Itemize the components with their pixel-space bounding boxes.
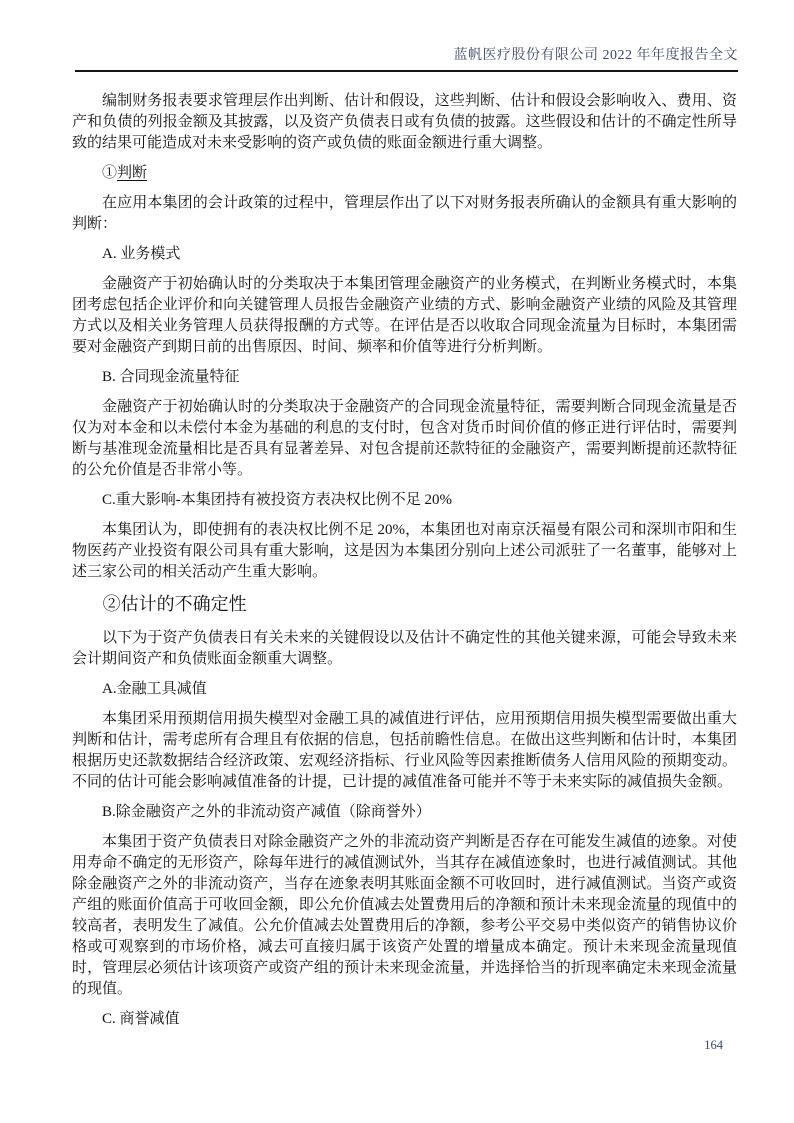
- body-paragraph-estimates-intro: 编制财务报表要求管理层作出判断、估计和假设，这些判断、估计和假设会影响收入、费用、资产和负债的列报金额及其披露，以及资产负债表日或有负债的披露。这些假设和估计的不确定性所导致的结果可能造成对未来受影响的资产或负债的账面金额进行重大调整。: [72, 93, 737, 151]
- body-paragraph-significant-influence: 本集团认为，即使拥有的表决权比例不足 20%，本集团也对南京沃福曼有限公司和深圳市阳和生物医药产业投资有限公司具有重大影响，这是因为本集团分别向上述公司派驻了一名董事，能够对上述三家公司的相关活动产生重大影响。: [72, 522, 737, 580]
- subheading-goodwill-impairment: C. 商誉减值: [102, 1011, 180, 1027]
- section-heading-judgement: [72, 163, 737, 184]
- page-number: 164: [704, 1038, 723, 1052]
- subheading-contract-cash-flow: B. 合同现金流量特征: [102, 369, 240, 385]
- subheading-noncurrent-asset-impairment: B.除金融资产之外的非流动资产减值（除商誉外）: [102, 804, 431, 820]
- section-heading-estimation-uncertainty-label: 估计的不确定性: [120, 594, 247, 614]
- section-heading-estimation-uncertainty-number: ②: [102, 594, 121, 614]
- body-paragraph-noncurrent-asset-impairment: 本集团于资产负债表日对除金融资产之外的非流动资产判断是否存在可能发生减值的迹象。对使用寿命不确定的无形资产，除每年进行的减值测试外，当其存在减值迹象时，也进行减值测试。其他除金融资产之外的非流动资产，当存在迹象表明其账面金额不可收回时，进行减值测试。当资产或资产组的账面价值高于可收回金额，即公允价值减去处置费用后的净额和预计未来现金流量的现值中的较高者，表明发生了减值。公允价值减去处置费用后的净额，参考公平交易中类似资产的销售协议价格或可观察到的市场价格，减去可直接归属于该资产处置的增量成本确定。预计未来现金流量现值时，管理层必须估计该项资产或资产组的预计未来现金流量，并选择恰当的折现率确定未来现金流量的现值。: [72, 834, 737, 997]
- section-heading-estimation-uncertainty: [72, 592, 737, 617]
- subheading-significant-influence: C.重大影响-本集团持有被投资方表决权比例不足 20%: [102, 492, 452, 508]
- body-paragraph-accounting-policy: 在应用本集团的会计政策的过程中，管理层作出了以下对财务报表所确认的金额具有重大影响的判断：: [72, 195, 737, 232]
- body-paragraph-expected-credit-loss: 本集团采用预期信用损失模型对金融工具的减值进行评估，应用预期信用损失模型需要做出重大判断和估计，需考虑所有合理且有依据的信息，包括前瞻性信息。在做出这些判断和估计时，本集团根据历史还款数据结合经济政策、宏观经济指标、行业风险等因素推断债务人信用风险的预期变动。不同的估计可能会影响减值准备的计提，已计提的减值准备可能并不等于未来实际的减值损失金额。: [72, 711, 737, 790]
- subheading-financial-instrument-impairment: A.金融工具减值: [102, 681, 207, 697]
- body-paragraph-business-model: 金融资产于初始确认时的分类取决于本集团管理金融资产的业务模式，在判断业务模式时，本集团考虑包括企业评价和向关键管理人员报告金融资产业绩的方式、影响金融资产业绩的风险及其管理方式以及相关业务管理人员获得报酬的方式等。在评估是否以收取合同现金流量为目标时，本集团需要对金融资产到期日前的出售原因、时间、频率和价值等进行分析判断。: [72, 276, 737, 355]
- body-paragraph-contract-cash-flow: 金融资产于初始确认时的分类取决于金融资产的合同现金流量特征，需要判断合同现金流量是否仅为对本金和以未偿付本金为基础的利息的支付时，包含对货币时间价值的修正进行评估时，需要判断与基准现金流量相比是否具有显著差异、对包含提前还款特征的金融资产，需要判断提前还款特征的公允价值是否非常小等。: [72, 399, 737, 478]
- section-heading-judgement-label: 判断: [117, 165, 148, 181]
- section-heading-judgement-number: ①: [102, 165, 118, 181]
- header-divider-rule: [75, 70, 738, 72]
- body-paragraph-key-assumptions: 以下为于资产负债表日有关未来的关键假设以及估计不确定性的其他关键来源，可能会导致未来会计期间资产和负债账面金额重大调整。: [72, 630, 737, 667]
- running-header-title: 蓝帆医疗股份有限公司 2022 年年度报告全文: [453, 48, 738, 63]
- page-body: [72, 91, 737, 1039]
- subheading-business-model: A. 业务模式: [102, 246, 181, 262]
